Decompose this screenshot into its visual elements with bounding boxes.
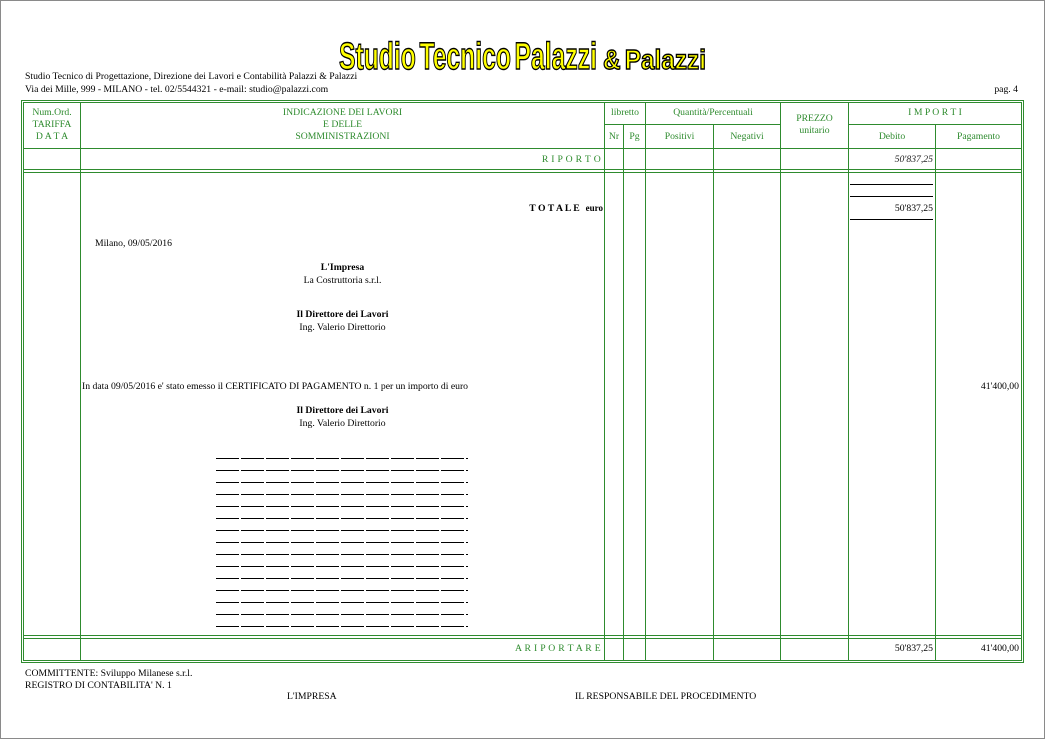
totale-debito: 50'837,25 xyxy=(894,203,933,214)
header-num-ord: Num.Ord. xyxy=(32,107,72,118)
column-divider-quantita-prezzo xyxy=(780,103,781,660)
a-riportare-double-rule xyxy=(24,635,1021,639)
header-somministrazioni: SOMMINISTRAZIONI xyxy=(295,131,390,142)
place-date: Milano, 09/05/2016 xyxy=(95,238,172,249)
header-prezzo: PREZZO xyxy=(796,113,833,124)
studio-name-line: Studio Tecnico di Progettazione, Direzione dei Lavori e Contabilità Palazzi & Palazzi xyxy=(25,71,358,82)
column-divider-desc-libretto xyxy=(604,103,605,660)
footer-registro: REGISTRO DI CONTABILITA' N. 1 xyxy=(25,680,172,691)
header-unitario: unitario xyxy=(799,125,830,136)
column-divider-positivi-negativi xyxy=(713,124,714,660)
column-divider-nr-pg xyxy=(623,124,624,660)
logo-tail: & Palazzi xyxy=(603,44,706,75)
cancellation-line xyxy=(216,578,468,579)
header-data: D A T A xyxy=(35,131,69,142)
header-pagamento: Pagamento xyxy=(956,131,1001,142)
cancellation-line xyxy=(216,614,468,615)
column-divider-prezzo-importi xyxy=(848,103,849,660)
cancellation-line xyxy=(216,470,468,471)
cancellation-line xyxy=(216,506,468,507)
impresa-name: La Costruttoria s.r.l. xyxy=(303,275,382,286)
a-riportare-pagamento: 41'400,00 xyxy=(980,643,1019,654)
cancellation-line xyxy=(216,566,468,567)
header-subrule-importi xyxy=(848,124,1021,125)
a-riportare-label: A R I P O R T A R E xyxy=(514,643,601,654)
riporto-label: R I P O R T O xyxy=(541,154,601,165)
header-debito: Debito xyxy=(878,131,906,142)
footer-sign-responsabile: IL RESPONSABILE DEL PROCEDIMENTO xyxy=(575,691,757,702)
cancellation-line xyxy=(216,590,468,591)
header-pg: Pg xyxy=(629,131,640,142)
cancellation-line xyxy=(216,554,468,555)
direttore-name-second: Ing. Valerio Direttorio xyxy=(299,418,386,429)
a-riportare-debito: 50'837,25 xyxy=(894,643,933,654)
direttore-name-first: Ing. Valerio Direttorio xyxy=(299,322,386,333)
impresa-title: L'Impresa xyxy=(320,262,365,273)
logo-main: Studio Tecnico Palazzi xyxy=(339,36,597,78)
sum-rule-middle xyxy=(850,196,933,197)
header-indicazione: INDICAZIONE DEI LAVORI xyxy=(282,107,403,118)
sum-rule-top xyxy=(850,184,933,185)
totale-label xyxy=(300,203,603,214)
cancellation-line xyxy=(216,518,468,519)
footer-sign-impresa: L'IMPRESA xyxy=(287,691,337,702)
cancellation-line xyxy=(216,602,468,603)
cancellation-line xyxy=(216,494,468,495)
header-nr: Nr xyxy=(608,131,620,142)
header-bottom-rule xyxy=(24,148,1021,149)
column-divider-libretto-quantita xyxy=(645,103,646,660)
totale-currency: euro xyxy=(585,203,603,213)
cancellation-line xyxy=(216,458,468,459)
riporto-double-rule xyxy=(24,169,1021,173)
direttore-title-first: Il Direttore dei Lavori xyxy=(296,309,389,320)
totale-text: T O T A L E xyxy=(529,203,580,214)
header-libretto: libretto xyxy=(611,107,639,118)
sum-rule-bottom xyxy=(850,219,933,220)
header-positivi: Positivi xyxy=(664,131,695,142)
cancellation-line xyxy=(216,542,468,543)
header-importi: I M P O R T I xyxy=(908,107,962,118)
cancellation-line xyxy=(216,626,468,627)
footer-committente: COMMITTENTE: Sviluppo Milanese s.r.l. xyxy=(25,668,193,679)
header-quantita: Quantità/Percentuali xyxy=(673,107,753,118)
certificato-pagamento: 41'400,00 xyxy=(980,381,1019,392)
certificato-text: In data 09/05/2016 e' stato emesso il CERTIFICATO DI PAGAMENTO n. 1 per un importo di euro xyxy=(82,381,469,392)
header-negativi: Negativi xyxy=(730,131,764,142)
cancellation-line xyxy=(216,530,468,531)
column-divider-debito-pagamento xyxy=(935,124,936,660)
page-number: pag. 4 xyxy=(994,84,1018,95)
studio-address-line: Via dei Mille, 999 - MILANO - tel. 02/5544321 - e-mail: studio@palazzi.com xyxy=(25,84,329,95)
column-divider-num-desc xyxy=(80,103,81,660)
riporto-debito: 50'837,25 xyxy=(894,154,933,165)
header-tariffa: TARIFFA xyxy=(32,119,72,130)
cancellation-line xyxy=(216,482,468,483)
header-e-delle: E DELLE xyxy=(322,119,362,130)
direttore-title-second: Il Direttore dei Lavori xyxy=(296,405,389,416)
header-subrule-libretto-quantita xyxy=(604,124,780,125)
